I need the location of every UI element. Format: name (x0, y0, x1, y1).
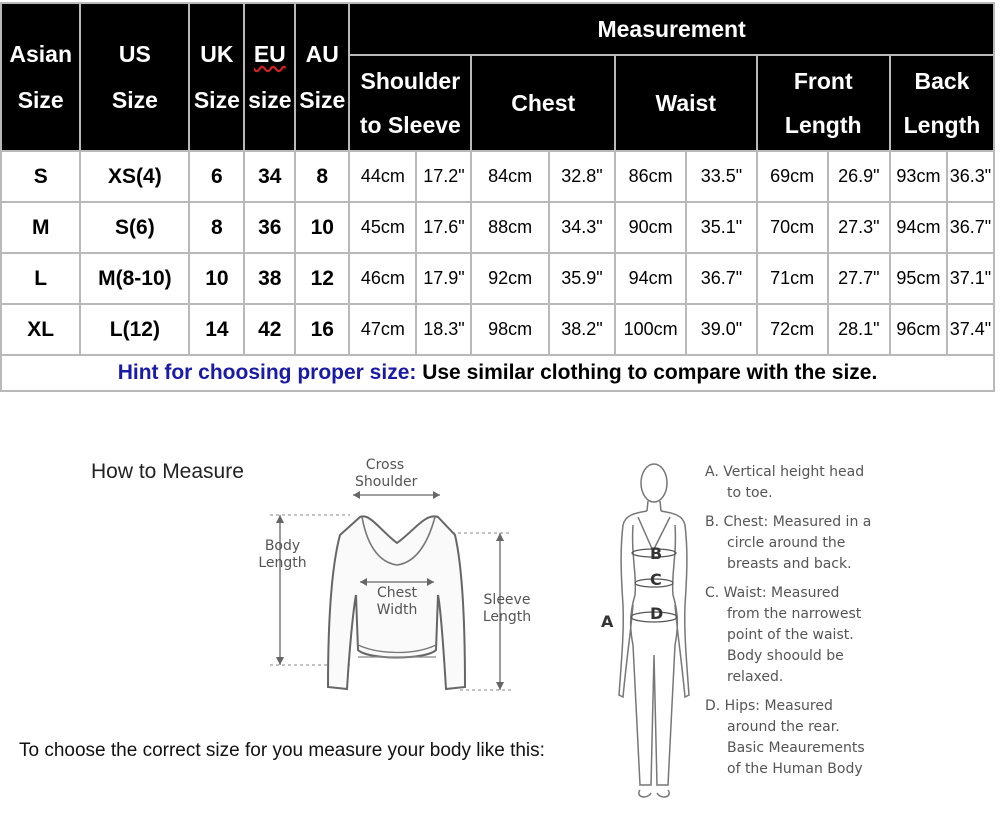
cell-wa_cm: 100cm (615, 304, 686, 355)
cell-eu: 34 (244, 151, 295, 202)
header-shoulder-to-sleeve: Shoulder to Sleeve (349, 55, 471, 151)
note-first-line: C. Waist: Measured (705, 585, 840, 601)
cell-fr_in: 28.1" (828, 304, 890, 355)
body-mark-b: B (650, 544, 663, 563)
size-hint (1, 355, 994, 391)
cell-sh_cm: 47cm (349, 304, 416, 355)
note-line: breasts and back. (727, 556, 852, 572)
note-first-line: B. Chest: Measured in a (705, 514, 872, 530)
cell-uk: 8 (189, 202, 244, 253)
header-waist: Waist (615, 55, 757, 151)
note-item (705, 696, 995, 780)
header-us-size: US Size (80, 3, 189, 151)
size-chart-table (0, 2, 995, 392)
cell-eu: 42 (244, 304, 295, 355)
cell-fr_cm: 70cm (757, 202, 828, 253)
cell-wa_cm: 94cm (615, 253, 686, 304)
table-row (1, 202, 994, 253)
header-front-length: Front Length (757, 55, 890, 151)
cell-au: 10 (295, 202, 349, 253)
note-line: to toe. (727, 485, 773, 501)
label-sleeve-length: Sleeve Length (482, 592, 532, 625)
cell-au: 8 (295, 151, 349, 202)
note-first-line: D. Hips: Measured (705, 698, 833, 714)
cell-fr_in: 27.7" (828, 253, 890, 304)
note-line: around the rear. (727, 719, 840, 735)
cell-ch_in: 34.3" (549, 202, 615, 253)
cell-us: XS(4) (80, 151, 189, 202)
cell-au: 12 (295, 253, 349, 304)
note-line: from the narrowest (727, 606, 862, 622)
cell-wa_in: 33.5" (686, 151, 756, 202)
header-eu-size: EU size (244, 3, 295, 151)
label-cross-shoulder: Cross Shoulder (355, 457, 418, 490)
cell-us: S(6) (80, 202, 189, 253)
cell-uk: 10 (189, 253, 244, 304)
body-measure-figure (595, 455, 700, 810)
cell-ch_in: 32.8" (549, 151, 615, 202)
cell-wa_in: 35.1" (686, 202, 756, 253)
header-uk-size: UK Size (189, 3, 244, 151)
cell-sh_cm: 44cm (349, 151, 416, 202)
cell-bk_cm: 95cm (890, 253, 947, 304)
cell-asian: S (1, 151, 80, 202)
garment-measure-diagram (250, 455, 580, 700)
note-line: point of the waist. (727, 627, 854, 643)
cell-eu: 38 (244, 253, 295, 304)
cell-asian: XL (1, 304, 80, 355)
header-back-length: Back Length (890, 55, 994, 151)
cell-ch_cm: 88cm (471, 202, 548, 253)
table-row (1, 151, 994, 202)
cell-ch_cm: 84cm (471, 151, 548, 202)
cell-wa_cm: 90cm (615, 202, 686, 253)
cell-bk_in: 36.3" (947, 151, 994, 202)
note-first-line: A. Vertical height head (705, 464, 865, 480)
cell-us: M(8-10) (80, 253, 189, 304)
cell-uk: 14 (189, 304, 244, 355)
cell-bk_in: 37.1" (947, 253, 994, 304)
note-line: circle around the (727, 535, 846, 551)
cell-wa_cm: 86cm (615, 151, 686, 202)
cell-eu: 36 (244, 202, 295, 253)
cell-sh_in: 17.2" (416, 151, 471, 202)
body-mark-d: D (650, 604, 664, 623)
label-body-length: Body Length (258, 538, 307, 571)
cell-fr_in: 26.9" (828, 151, 890, 202)
cell-us: L(12) (80, 304, 189, 355)
cell-sh_in: 17.9" (416, 253, 471, 304)
cell-ch_in: 38.2" (549, 304, 615, 355)
table-row (1, 304, 994, 355)
note-line: of the Human Body (727, 761, 863, 777)
cell-fr_cm: 72cm (757, 304, 828, 355)
body-mark-a: A (601, 612, 614, 631)
note-item (705, 583, 995, 688)
table-row (1, 253, 994, 304)
cell-sh_in: 17.6" (416, 202, 471, 253)
hint-label: Hint for choosing proper size: (117, 361, 417, 384)
cell-ch_cm: 98cm (471, 304, 548, 355)
cell-bk_in: 36.7" (947, 202, 994, 253)
cell-fr_cm: 69cm (757, 151, 828, 202)
header-chest: Chest (471, 55, 615, 151)
hint-text: Use similar clothing to compare with the size. (416, 361, 878, 384)
cell-uk: 6 (189, 151, 244, 202)
cell-bk_cm: 94cm (890, 202, 947, 253)
cell-bk_cm: 93cm (890, 151, 947, 202)
header-asian-size: Asian Size (1, 3, 80, 151)
cell-fr_cm: 71cm (757, 253, 828, 304)
cell-sh_in: 18.3" (416, 304, 471, 355)
body-mark-c: C (650, 570, 662, 589)
note-line: Body shoould be (727, 648, 844, 664)
cell-fr_in: 27.3" (828, 202, 890, 253)
cell-sh_cm: 45cm (349, 202, 416, 253)
note-line: relaxed. (727, 669, 784, 685)
header-measurement: Measurement (349, 3, 994, 55)
how-to-measure-title: How to Measure (91, 460, 244, 483)
cell-bk_in: 37.4" (947, 304, 994, 355)
cell-wa_in: 39.0" (686, 304, 756, 355)
note-line: Basic Meaurements (727, 740, 865, 756)
header-au-size: AU Size (295, 3, 349, 151)
cell-wa_in: 36.7" (686, 253, 756, 304)
intro-text: To choose the correct size for you measure your body like this: (19, 740, 545, 761)
cell-asian: M (1, 202, 80, 253)
label-chest-width: Chest Width (376, 585, 418, 618)
note-item (705, 462, 995, 504)
cell-ch_in: 35.9" (549, 253, 615, 304)
measurement-notes (705, 462, 995, 788)
cell-ch_cm: 92cm (471, 253, 548, 304)
cell-asian: L (1, 253, 80, 304)
cell-bk_cm: 96cm (890, 304, 947, 355)
cell-sh_cm: 46cm (349, 253, 416, 304)
cell-au: 16 (295, 304, 349, 355)
note-item (705, 512, 995, 575)
